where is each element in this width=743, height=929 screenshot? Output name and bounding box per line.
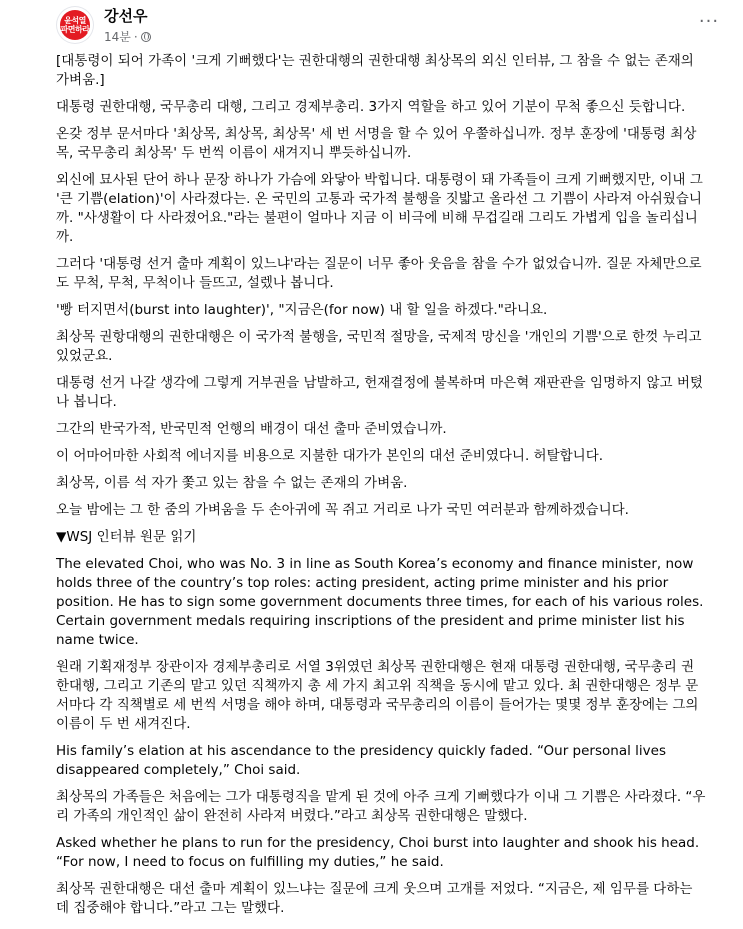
- post-paragraph: 대통령 권한대행, 국무총리 대행, 그리고 경제부총리. 3가지 역할을 하고 있어 기분이 무척 좋으신 듯합니다.: [56, 99, 686, 115]
- avatar-badge: [60, 10, 90, 40]
- avatar-text-line-2: 파면하라: [60, 25, 90, 34]
- post-body: [56, 52, 706, 926]
- post-paragraph: 온갖 정부 문서마다 '최상목, 최상목, 최상목' 세 번 서명을 할 수 있어 우쭐하십니까. 정부 훈장에 '대통령 최상목, 국무총리 최상목' 두 번씩 이름이 새겨지니 뿌듯하십니까.: [56, 126, 697, 161]
- post-paragraph: 그러다 '대통령 선거 출마 계획이 있느냐'라는 질문이 너무 좋아 웃음을 참을 수가 없었습니까. 질문 자체만으로도 무척, 무척, 무척이나 들뜨고, 설렜나 봅니다.: [56, 256, 702, 291]
- post-timestamp[interactable]: 14분: [104, 30, 131, 44]
- avatar[interactable]: [56, 6, 94, 44]
- post-paragraph-english: The elevated Choi, who was No. 3 in line as South Korea’s economy and finance minister, now holds three of the country’s top roles: acting president, acting prime minister and his prior position. He has to sign some government documents three times, for each of his various roles. Certain government medals requiring inscriptions of the president and prime minister list his name twice.: [56, 556, 704, 648]
- post-paragraph: 최상목, 이름 석 자가 쫓고 있는 참을 수 없는 존재의 가벼움.: [56, 475, 408, 491]
- post-header: [10, 0, 733, 52]
- post-paragraph: 오늘 밤에는 그 한 줌의 가벼움을 두 손아귀에 꼭 쥐고 거리로 나가 국민 여러분과 함께하겠습니다.: [56, 502, 629, 518]
- post-paragraph-english: His family’s elation at his ascendance to the presidency quickly faded. “Our personal lives disappeared completely,” Choi said.: [56, 743, 666, 778]
- post-paragraph: 그간의 반국가적, 반국민적 언행의 배경이 대선 출마 준비였습니까.: [56, 421, 447, 437]
- more-options-icon[interactable]: ···: [698, 11, 720, 32]
- wsj-section-heading: ▼WSJ 인터뷰 원문 읽기: [56, 529, 197, 545]
- post-paragraph: '빵 터지면서(burst into laughter)', "지금은(for now) 내 할 일을 하겠다."라니요.: [56, 302, 548, 318]
- facebook-post: [10, 0, 733, 929]
- post-paragraph: 이 어마어마한 사회적 에너지를 비용으로 지불한 대가가 본인의 대선 준비였다니. 허탈합니다.: [56, 448, 604, 464]
- post-paragraph: [대통령이 되어 가족이 '크게 기뻐했다'는 권한대행의 권한대행 최상목의 외신 인터뷰, 그 참을 수 없는 존재의 가벼움.]: [56, 53, 694, 88]
- separator-dot: ·: [133, 30, 138, 44]
- author-name[interactable]: 강선우: [104, 7, 148, 25]
- post-paragraph: 최상목의 가족들은 처음에는 그가 대통령직을 맡게 된 것에 아주 크게 기뻐했다가 이내 그 기쁨은 사라졌다. “우리 가족의 개인적인 삶이 완전히 사라져 버렸다.”라고 최상목 권한대행은 말했다.: [56, 789, 706, 824]
- post-paragraph-english: Asked whether he plans to run for the presidency, Choi burst into laughter and shook his head. “For now, I need to focus on fulfilling my duties,” he said.: [56, 835, 700, 870]
- globe-icon[interactable]: [141, 32, 151, 42]
- post-paragraph: 대통령 선거 나갈 생각에 그렇게 거부권을 남발하고, 헌재결정에 불복하며 마은혁 재판관을 임명하지 않고 버텼나 봅니다.: [56, 375, 703, 410]
- post-paragraph: 최상목 권항대행의 권한대행은 이 국가적 불행을, 국민적 절망을, 국제적 망신을 '개인의 기쁨'으로 한껏 누리고 있었군요.: [56, 329, 702, 364]
- post-paragraph: 원래 기획재정부 장관이자 경제부총리로 서열 3위였던 최상목 권한대행은 현재 대통령 권한대행, 국무총리 권한대행, 그리고 기존의 맡고 있던 직책까지 총 세 가지 최고위 직책을 동시에 맡고 있다. 최 권한대행은 정부 문서마다 각 직책별로 세 번씩 서명을 해야 하며, 대통령과 국무총리의 이름이 들어가는 몇몇 정부 훈장에는 그의 이름이 두 번 새겨진다.: [56, 659, 699, 732]
- post-paragraph: 최상목 권한대행은 대선 출마 계획이 있느냐는 질문에 크게 웃으며 고개를 저었다. “지금은, 제 임무를 다하는 데 집중해야 합니다.”라고 그는 말했다.: [56, 881, 693, 916]
- avatar-text-line-1: 윤석열: [64, 16, 86, 25]
- post-meta: [104, 29, 151, 45]
- post-paragraph: 외신에 묘사된 단어 하나 문장 하나가 가슴에 와닿아 박힙니다. 대통령이 돼 가족들이 크게 기뻐했지만, 이내 그 '큰 기쁨(elation)'이 사라졌다는. 온 국민의 고통과 국가적 불행을 짓밟고 올라선 그 기쁨이 사라져 아쉬웠습니까. "사생활이 다 사라졌어요."라는 불편이 얼마나 지금 이 비극에 비해 무겁길래 그리도 가볍게 입을 놀리십니까.: [56, 172, 703, 245]
